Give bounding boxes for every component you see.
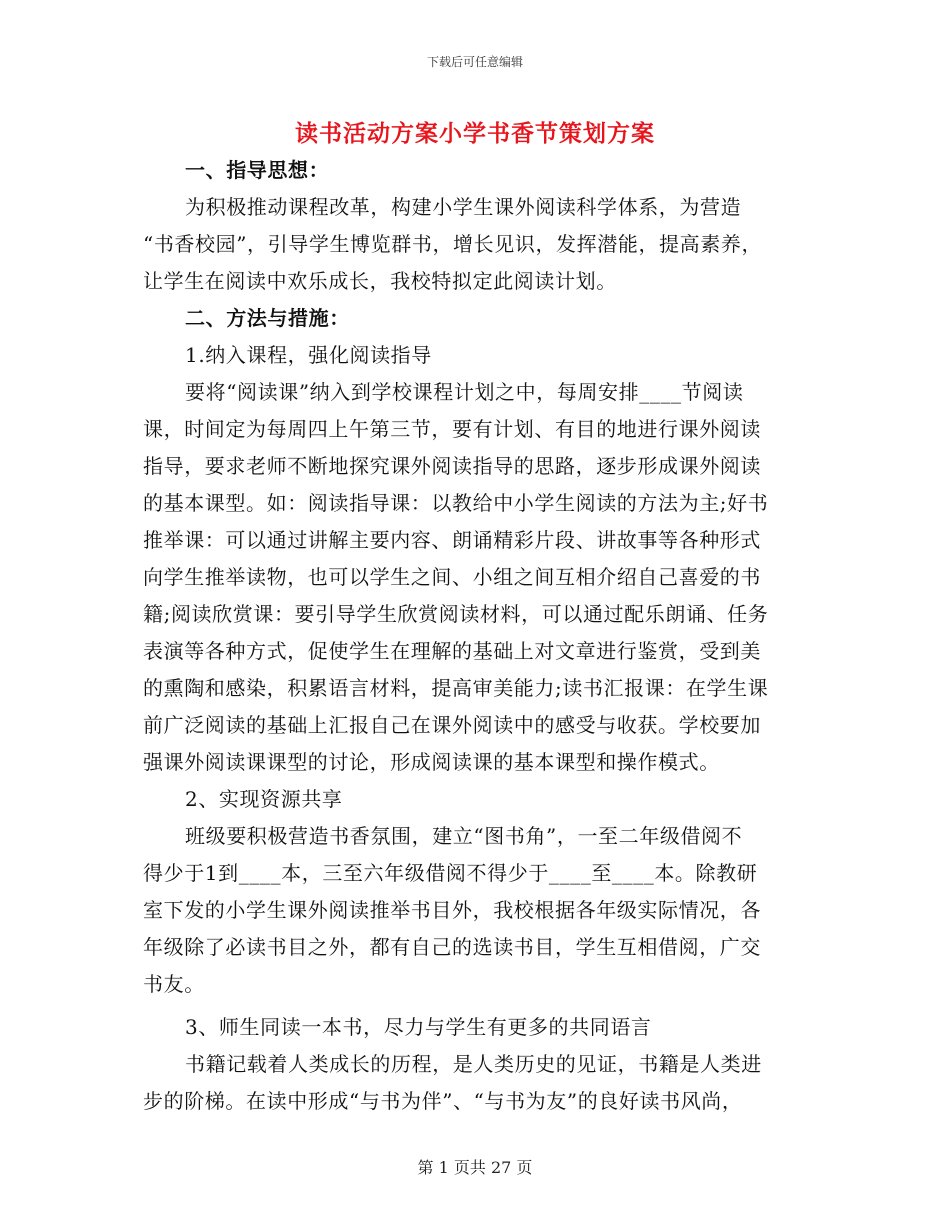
page-footer: 第 1 页共 27 页 [417, 1158, 533, 1177]
document-body [143, 152, 808, 1120]
text-line: 推举课：可以通过讲解主要内容、朗诵精彩片段、讲故事等各种形式 [143, 528, 761, 552]
text-line: 前广泛阅读的基础上汇报自己在课外阅读中的感受与收获。学校要加 [143, 713, 761, 737]
text-line: 班级要积极营造书香氛围，建立“图书角”，一至二年级借阅不 [185, 824, 743, 848]
text-line: 的熏陶和感染，积累语言材料，提高审美能力;读书汇报课：在学生课 [143, 676, 769, 700]
text-line: 的基本课型。如：阅读指导课：以教给中小学生阅读的方法为主;好书 [143, 491, 769, 515]
text-line: 年级除了必读书目之外，都有自己的选读书目，学生互相借阅，广交 [143, 935, 761, 959]
text-line: 让学生在阅读中欢乐成长，我校特拟定此阅读计划。 [143, 269, 617, 293]
text-line: 强课外阅读课课型的讨论，形成阅读课的基本课型和操作模式。 [143, 750, 720, 774]
section-heading: 一、指导思想： [185, 158, 330, 182]
text-line: 表演等各种方式，促使学生在理解的基础上对文章进行鉴赏，受到美 [143, 639, 761, 663]
text-line: 向学生推举读物，也可以学生之间、小组之间互相介绍自己喜爱的书 [143, 565, 761, 589]
text-line: 书籍记载着人类成长的历程，是人类历史的见证，书籍是人类进 [185, 1052, 762, 1076]
text-line: 课，时间定为每周四上午第三节，要有计划、有目的地进行课外阅读 [143, 417, 761, 441]
text-line: 得少于1到____本，三至六年级借阅不得少于____至____本。除教研 [143, 861, 758, 885]
text-line: 为积极推动课程改革，构建小学生课外阅读科学体系，为营造 [185, 195, 742, 219]
text-line: 2、实现资源共享 [185, 787, 343, 811]
text-line: 籍;阅读欣赏课：要引导学生欣赏阅读材料，可以通过配乐朗诵、任务 [143, 602, 769, 626]
text-line: 指导，要求老师不断地探究课外阅读指导的思路，逐步形成课外阅读 [143, 454, 761, 478]
document-title: 读书活动方案小学书香节策划方案 [295, 120, 655, 147]
text-line: 步的阶梯。在读中形成“与书为伴”、“与书为友”的良好读书风尚， [143, 1089, 743, 1113]
text-line: 室下发的小学生课外阅读推举书目外，我校根据各年级实际情况，各 [143, 898, 761, 922]
header-note: 下载后可任意编辑 [426, 55, 523, 69]
text-line: 要将“阅读课”纳入到学校课程计划之中，每周安排____节阅读 [185, 380, 744, 404]
text-line: “书香校园”，引导学生博览群书，增长见识，发挥潜能，提高素养， [143, 232, 763, 256]
text-line: 3、师生同读一本书，尽力与学生有更多的共同语言 [185, 1015, 652, 1039]
section-heading: 二、方法与措施： [185, 306, 350, 330]
text-line: 书友。 [143, 972, 205, 996]
text-line: 1.纳入课程，强化阅读指导 [185, 343, 432, 367]
